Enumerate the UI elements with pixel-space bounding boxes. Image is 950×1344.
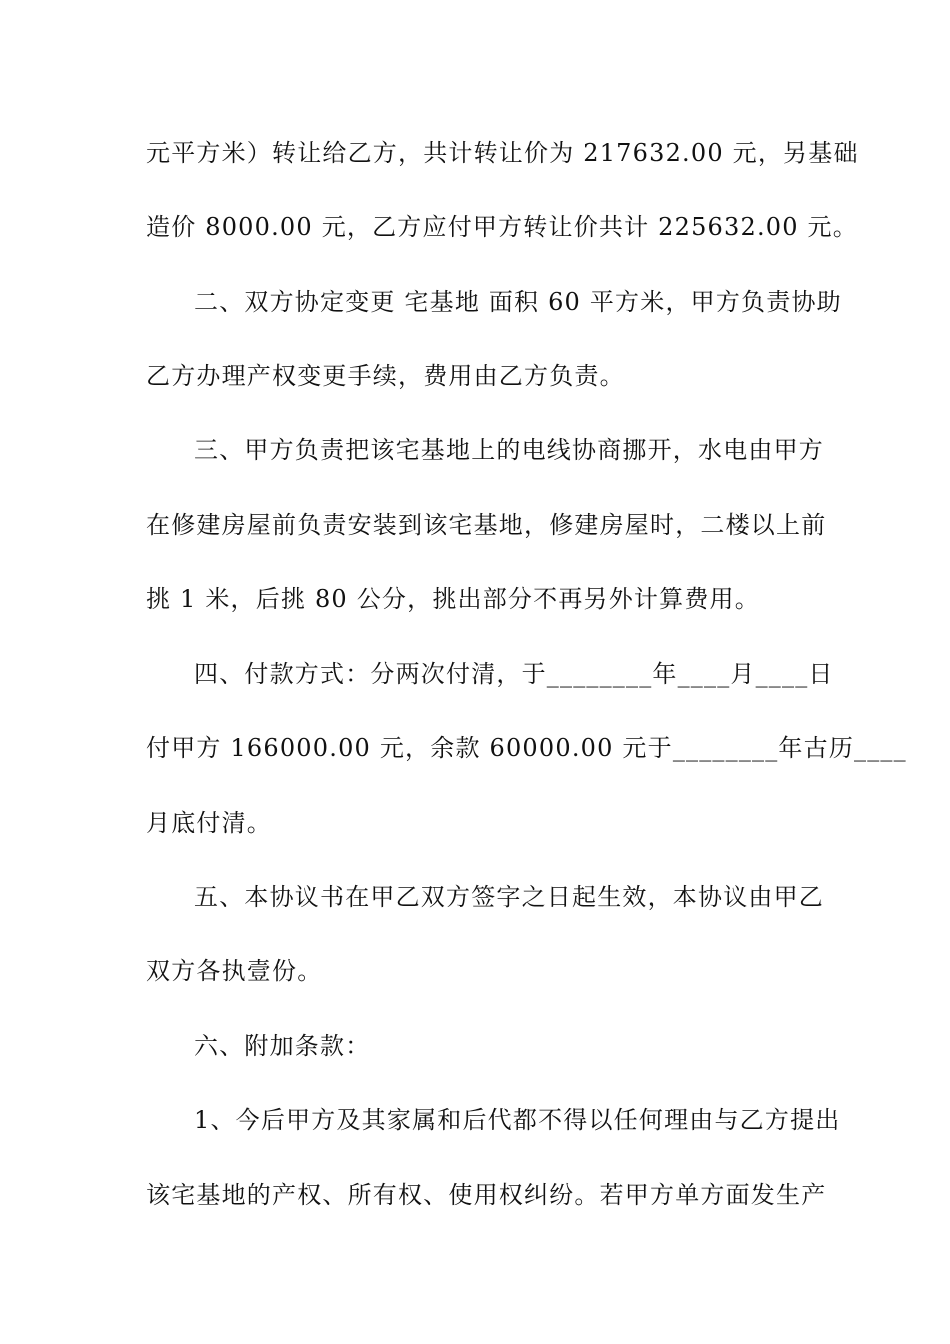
text-line: 1、今后甲方及其家属和后代都不得以任何理由与乙方提出 [194,1106,841,1134]
text-line: 付甲方 166000.00 元，余款 60000.00 元于________年古历____ [146,734,907,762]
text-line: 五、本协议书在甲乙双方签字之日起生效，本协议由甲乙 [194,883,824,911]
text-line: 在修建房屋前负责安装到该宅基地，修建房屋时，二楼以上前 [146,511,827,539]
text-line: 六、附加条款： [194,1032,371,1060]
text-line: 三、甲方负责把该宅基地上的电线协商挪开，水电由甲方 [194,436,824,464]
text-line: 乙方办理产权变更手续，费用由乙方负责。 [146,362,625,390]
text-line: 四、付款方式：分两次付清，于________年____月____日 [194,660,834,688]
text-line: 挑 1 米，后挑 80 公分，挑出部分不再另外计算费用。 [146,585,760,613]
text-line: 元平方米）转让给乙方，共计转让价为 217632.00 元，另基础 [146,139,859,167]
text-line: 造价 8000.00 元，乙方应付甲方转让价共计 225632.00 元。 [146,213,858,241]
text-line: 双方各执壹份。 [146,957,323,985]
text-line: 该宅基地的产权、所有权、使用权纠纷。若甲方单方面发生产 [146,1181,827,1209]
text-line: 二、双方协定变更 宅基地 面积 60 平方米，甲方负责协助 [194,288,842,316]
text-line: 月底付清。 [146,809,272,837]
